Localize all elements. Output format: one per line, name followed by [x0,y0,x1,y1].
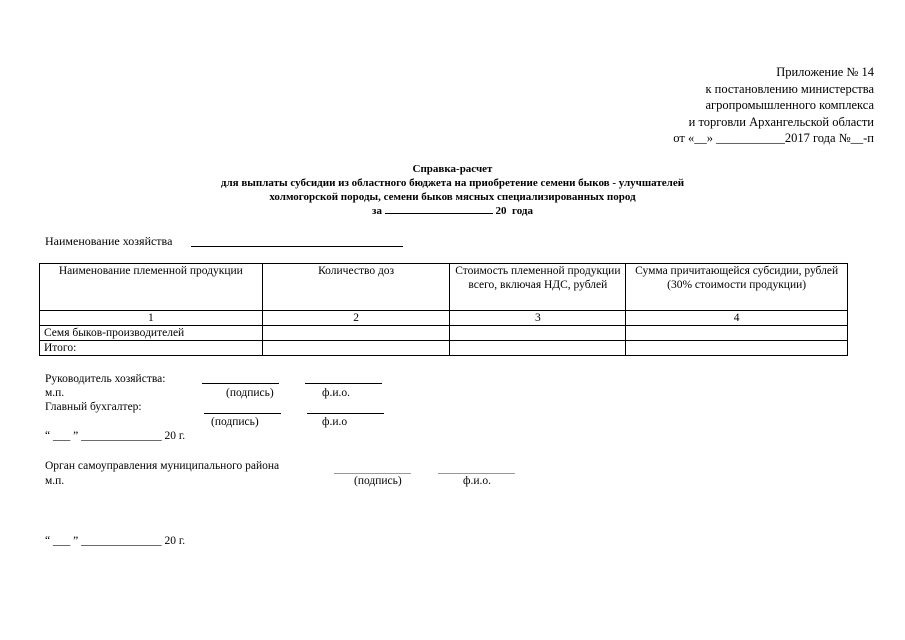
date-line: “ ___ ” ______________ 20 г. [45,430,186,442]
title-line-3: холмогорской породы, семени быков мясных специализированных пород [269,191,636,203]
fio-caption: ф.и.о. [463,475,491,487]
farm-name-label: Наименование хозяйства [45,234,173,248]
farm-name-blank [191,246,403,247]
period-prefix: за [372,205,382,217]
stamp-place-label: м.п. [45,475,65,487]
header-cell-product: Наименование племенной продукции [40,264,263,311]
header-cell-cost: Стоимость племенной продукции всего, включая НДС, рублей [450,264,626,311]
municipal-signature-line [334,473,411,474]
farm-name-row [45,234,172,249]
signature-caption: (подпись) [226,387,274,399]
head-label: Руководитель хозяйства: [45,373,166,385]
header-cell-doses: Количество доз [262,264,450,311]
table-cell [450,341,626,356]
column-number: 3 [450,311,626,326]
document-title [0,162,905,218]
header-line-4: и торговли Архангельской области [688,114,874,129]
appendix-number: Приложение № 14 [776,65,874,79]
column-number: 4 [626,311,848,326]
table-cell [626,326,848,341]
table-cell [262,341,450,356]
head-signature-line [202,383,279,384]
municipal-label: Орган самоуправления муниципального района [45,460,280,472]
accountant-fio-line [307,413,384,414]
table-header-row [40,264,848,311]
period-blank [385,213,493,214]
row-label: Семя быков-производителей [40,326,263,341]
table-row [40,341,848,356]
table-number-row [40,311,848,326]
fio-caption: ф.и.о [322,416,348,428]
row-label: Итого: [40,341,263,356]
table-cell [262,326,450,341]
title-line-1: Справка-расчет [412,163,493,175]
document-header [673,64,874,147]
municipal-fio-line [438,473,515,474]
table-row [40,326,848,341]
fio-caption: ф.и.о. [322,387,350,399]
column-number: 2 [262,311,450,326]
column-number: 1 [40,311,263,326]
signature-caption: (подпись) [211,416,259,428]
table-cell [450,326,626,341]
header-line-2: к постановлению министерства [705,81,874,96]
header-line-5: от «__» ___________2017 года №__-п [673,131,874,145]
period-year: 20 [495,205,507,217]
title-line-2: для выплаты субсидии из областного бюджета на приобретение семени быков - улучшателей [220,177,685,189]
accountant-label: Главный бухгалтер: [45,401,142,413]
calculation-table [39,263,848,356]
head-fio-line [305,383,382,384]
stamp-place-label: м.п. [45,387,65,399]
signature-caption: (подпись) [354,475,402,487]
accountant-signature-line [204,413,281,414]
header-cell-subsidy: Сумма причитающейся субсидии, рублей (30% стоимости продукции) [626,264,848,311]
header-line-3: агропромышленного комплекса [705,98,874,112]
period-suffix: года [511,205,533,217]
table-cell [626,341,848,356]
title-line-4 [0,204,905,218]
date-line: “ ___ ” ______________ 20 г. [45,535,186,547]
